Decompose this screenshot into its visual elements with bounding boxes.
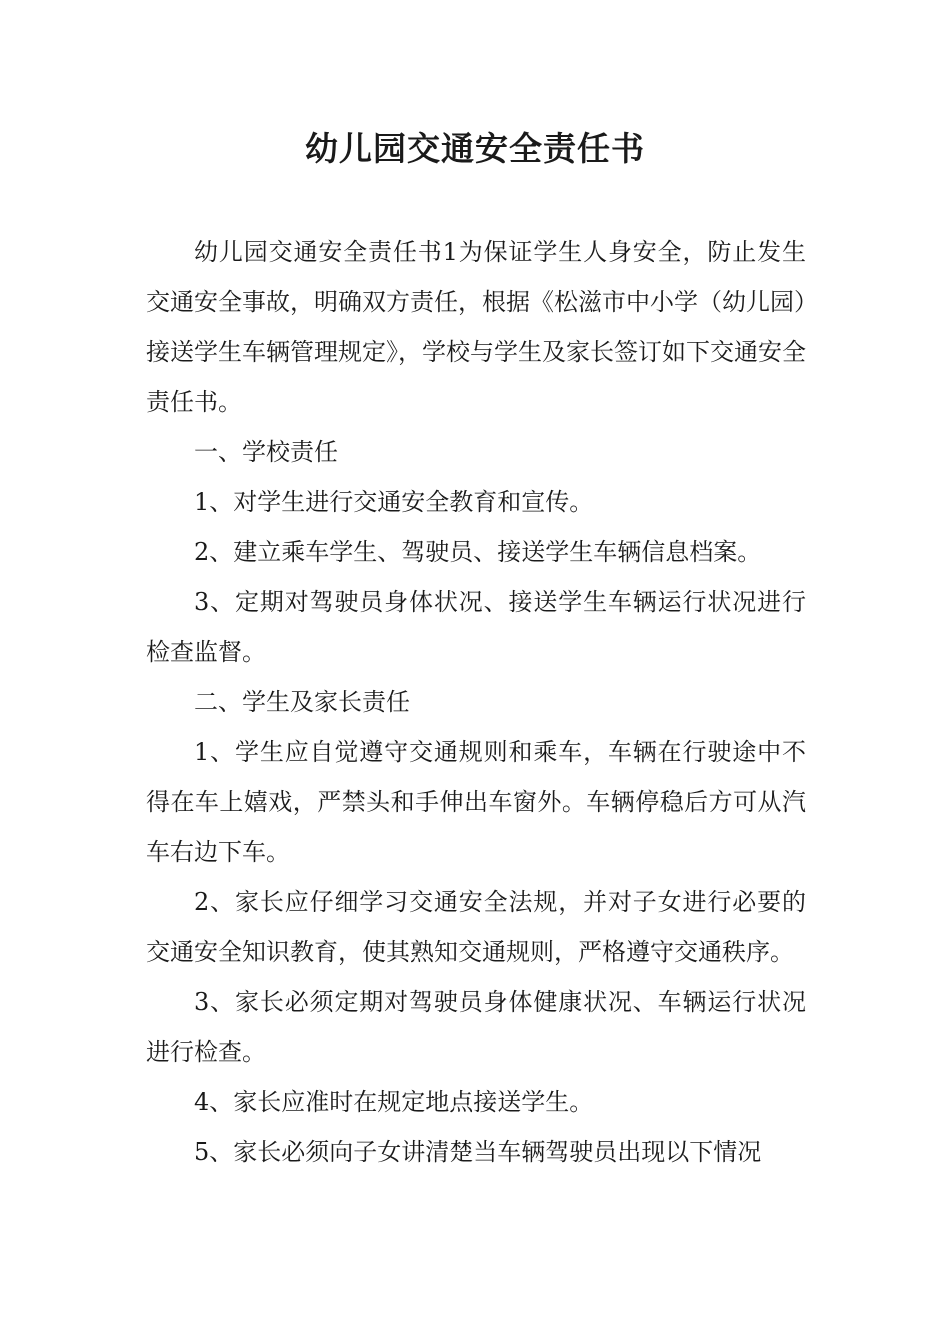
- section-heading-school: 一、学校责任: [194, 438, 338, 466]
- paragraph-parents-item-3: 3、家长必须定期对驾驶员身体健康状况、车辆运行状况进行检查。: [146, 988, 806, 1066]
- paragraph-parents-item-5: 5、家长必须向子女讲清楚当车辆驾驶员出现以下情况: [194, 1138, 762, 1166]
- section-heading-parents: 二、学生及家长责任: [194, 688, 410, 716]
- document-body: [146, 227, 806, 1177]
- paragraph-parents-item-1: 1、学生应自觉遵守交通规则和乘车，车辆在行驶途中不得在车上嬉戏，严禁头和手伸出车窗外。车辆停稳后方可从汽车右边下车。: [146, 738, 806, 866]
- paragraph-parents-item-4: 4、家长应准时在规定地点接送学生。: [194, 1088, 594, 1116]
- paragraph-school-item-1: 1、对学生进行交通安全教育和宣传。: [194, 488, 594, 516]
- paragraph-school-item-2: 2、建立乘车学生、驾驶员、接送学生车辆信息档案。: [194, 538, 762, 566]
- paragraph-intro: 幼儿园交通安全责任书1为保证学生人身安全，防止发生交通安全事故，明确双方责任，根据《松滋市中小学（幼儿园）接送学生车辆管理规定》，学校与学生及家长签订如下交通安全责任书。: [146, 238, 806, 416]
- paragraph-parents-item-2: 2、家长应仔细学习交通安全法规，并对子女进行必要的交通安全知识教育，使其熟知交通规则，严格遵守交通秩序。: [146, 888, 806, 966]
- document-title: 幼儿园交通安全责任书: [305, 129, 645, 168]
- paragraph-school-item-3: 3、定期对驾驶员身体状况、接送学生车辆运行状况进行检查监督。: [146, 588, 806, 666]
